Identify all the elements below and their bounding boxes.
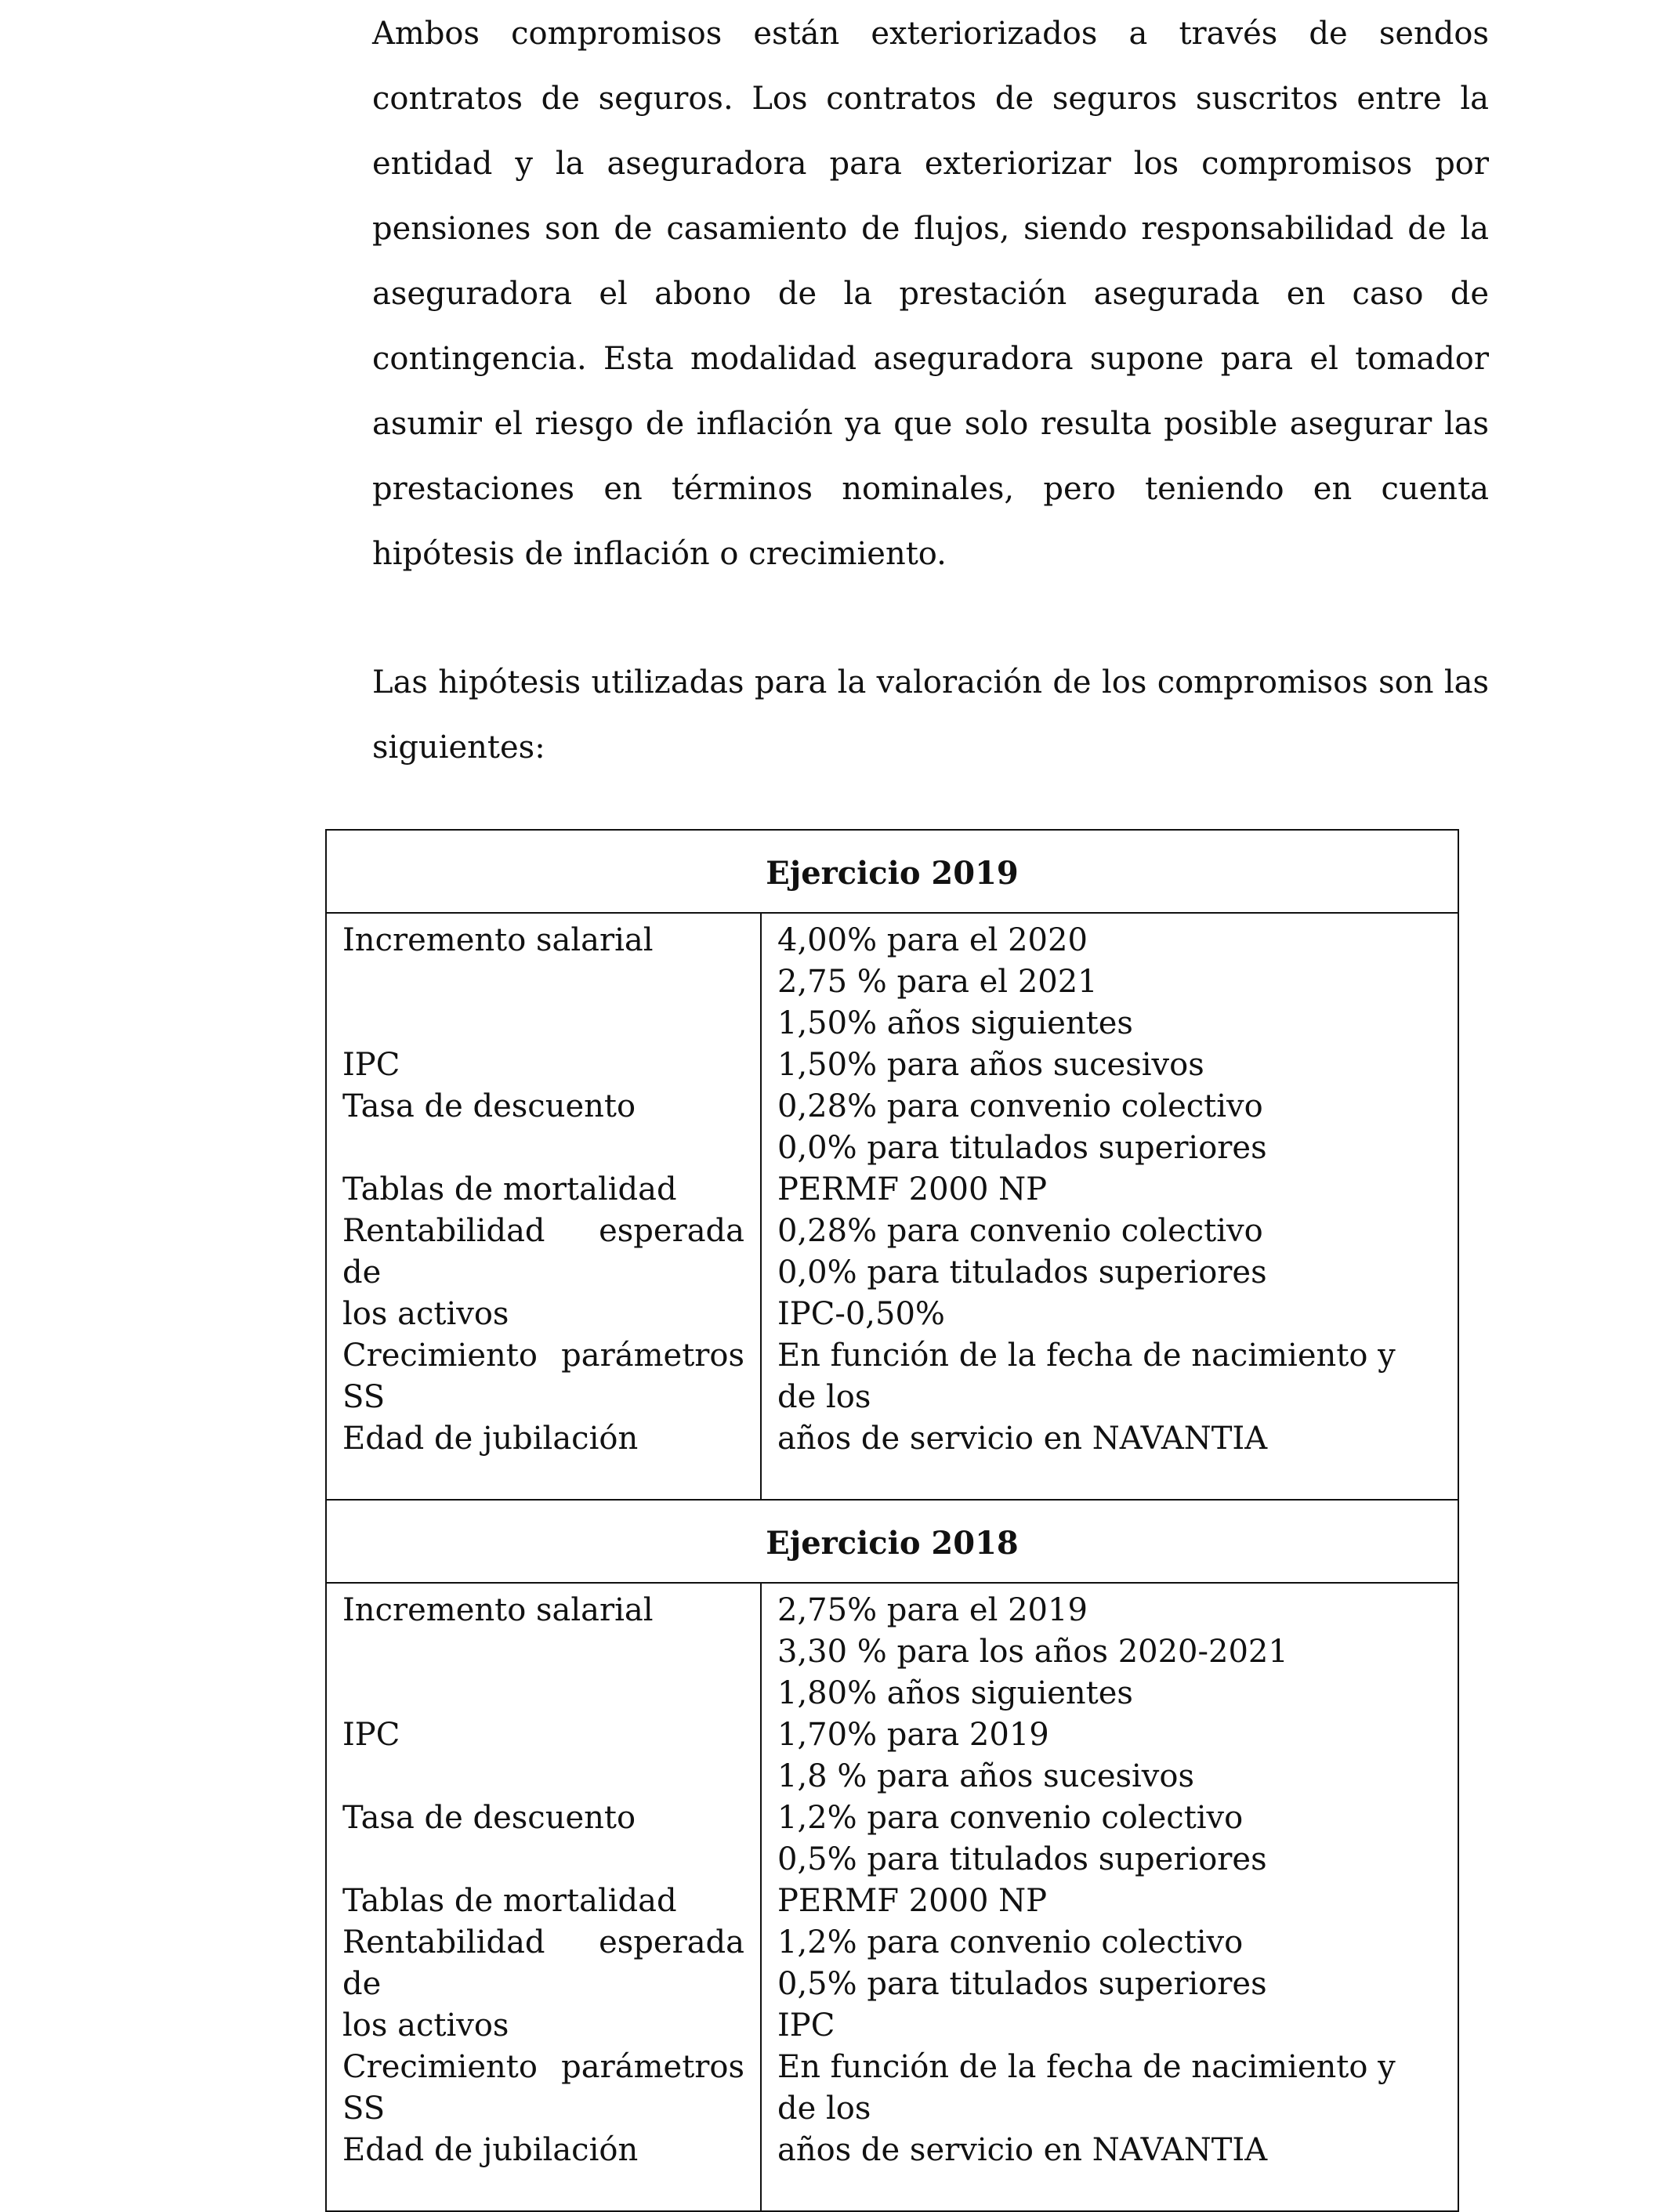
label-edad-jubilacion: Edad de jubilación: [342, 2132, 639, 2168]
value-line: 4,00% para el 2020: [777, 922, 1088, 958]
labels-cell-2019: [326, 913, 761, 1500]
spacer: [342, 1756, 744, 1797]
values-cell-2018: [761, 1583, 1458, 2211]
label-rentabilidad-esperada: Rentabilidad esperada de: [342, 1924, 744, 2002]
label-crecimiento-parametros: Crecimiento parámetros SS: [342, 2049, 744, 2127]
value-line: 0,0% para titulados superiores: [777, 1130, 1267, 1166]
value-line: 0,5% para titulados superiores: [777, 1841, 1267, 1877]
hypotheses-table: [325, 829, 1459, 2212]
value-line: 1,8 % para años sucesivos: [777, 1758, 1195, 1794]
value-line: IPC: [777, 2007, 835, 2044]
spacer: [342, 961, 744, 1003]
value-line: En función de la fecha de nacimiento y de los: [777, 2049, 1396, 2127]
spacer: [342, 1003, 744, 1044]
value-line: IPC-0,50%: [777, 1296, 945, 1332]
value-line: 2,75% para el 2019: [777, 1592, 1088, 1628]
hypotheses-intro-paragraph: Las hipótesis utilizadas para la valoración de los compromisos son las siguientes:: [372, 664, 1489, 766]
spacer: [342, 1673, 744, 1714]
value-line: En función de la fecha de nacimiento y de los: [777, 1338, 1396, 1415]
label-ipc: IPC: [342, 1047, 400, 1083]
label-rentabilidad-esperada: Rentabilidad esperada de: [342, 1213, 744, 1291]
table-body-row-2019: [326, 913, 1458, 1500]
table-body-row-2018: [326, 1583, 1458, 2211]
table-header-row-2019: [326, 830, 1458, 913]
table-header-2018: Ejercicio 2018: [326, 1500, 1458, 1583]
value-line: PERMF 2000 NP: [777, 1171, 1048, 1207]
value-line: 0,5% para titulados superiores: [777, 1966, 1267, 2002]
value-line: 1,80% años siguientes: [777, 1675, 1133, 1711]
label-tasa-descuento: Tasa de descuento: [342, 1800, 636, 1836]
label-tasa-descuento: Tasa de descuento: [342, 1088, 636, 1124]
spacer: [342, 1128, 744, 1169]
value-line: 0,0% para titulados superiores: [777, 1254, 1267, 1291]
value-line: PERMF 2000 NP: [777, 1883, 1048, 1919]
value-line: años de servicio en NAVANTIA: [777, 1421, 1268, 1457]
label-ipc: IPC: [342, 1717, 400, 1753]
label-los-activos: los activos: [342, 1296, 509, 1332]
value-line: 1,2% para convenio colectivo: [777, 1800, 1244, 1836]
label-tablas-mortalidad: Tablas de mortalidad: [342, 1883, 677, 1919]
intro-paragraph: Ambos compromisos están exteriorizados a través de sendos contratos de seguros. Los contratos de seguros suscritos entre la entidad y la aseguradora para exteriorizar los compromisos por pensiones son de casamiento de flujos, siendo responsabilidad de la aseguradora el abono de la prestación asegurada en caso de contingencia. Esta modalidad aseguradora supone para el tomador asumir el riesgo de inflación ya que solo resulta posible asegurar las prestaciones en términos nominales, pero teniendo en cuenta hipótesis de inflación o crecimiento.: [372, 16, 1489, 572]
label-los-activos: los activos: [342, 2007, 509, 2044]
value-line: años de servicio en NAVANTIA: [777, 2132, 1268, 2168]
values-cell-2019: [761, 913, 1458, 1500]
value-line: 3,30 % para los años 2020-2021: [777, 1634, 1288, 1670]
label-crecimiento-parametros: Crecimiento parámetros SS: [342, 1338, 744, 1415]
label-edad-jubilacion: Edad de jubilación: [342, 1421, 639, 1457]
value-line: 1,70% para 2019: [777, 1717, 1049, 1753]
value-line: 2,75 % para el 2021: [777, 964, 1098, 1000]
label-incremento-salarial: Incremento salarial: [342, 922, 654, 958]
labels-cell-2018: [326, 1583, 761, 2211]
spacer: [342, 1839, 744, 1881]
value-line: 0,28% para convenio colectivo: [777, 1213, 1263, 1249]
label-tablas-mortalidad: Tablas de mortalidad: [342, 1171, 677, 1207]
table-header-row-2018: [326, 1500, 1458, 1583]
spacer: [342, 1631, 744, 1673]
value-line: 1,2% para convenio colectivo: [777, 1924, 1244, 1960]
label-incremento-salarial: Incremento salarial: [342, 1592, 654, 1628]
table-header-2019: Ejercicio 2019: [326, 830, 1458, 913]
value-line: 1,50% para años sucesivos: [777, 1047, 1204, 1083]
value-line: 1,50% años siguientes: [777, 1005, 1133, 1041]
value-line: 0,28% para convenio colectivo: [777, 1088, 1263, 1124]
